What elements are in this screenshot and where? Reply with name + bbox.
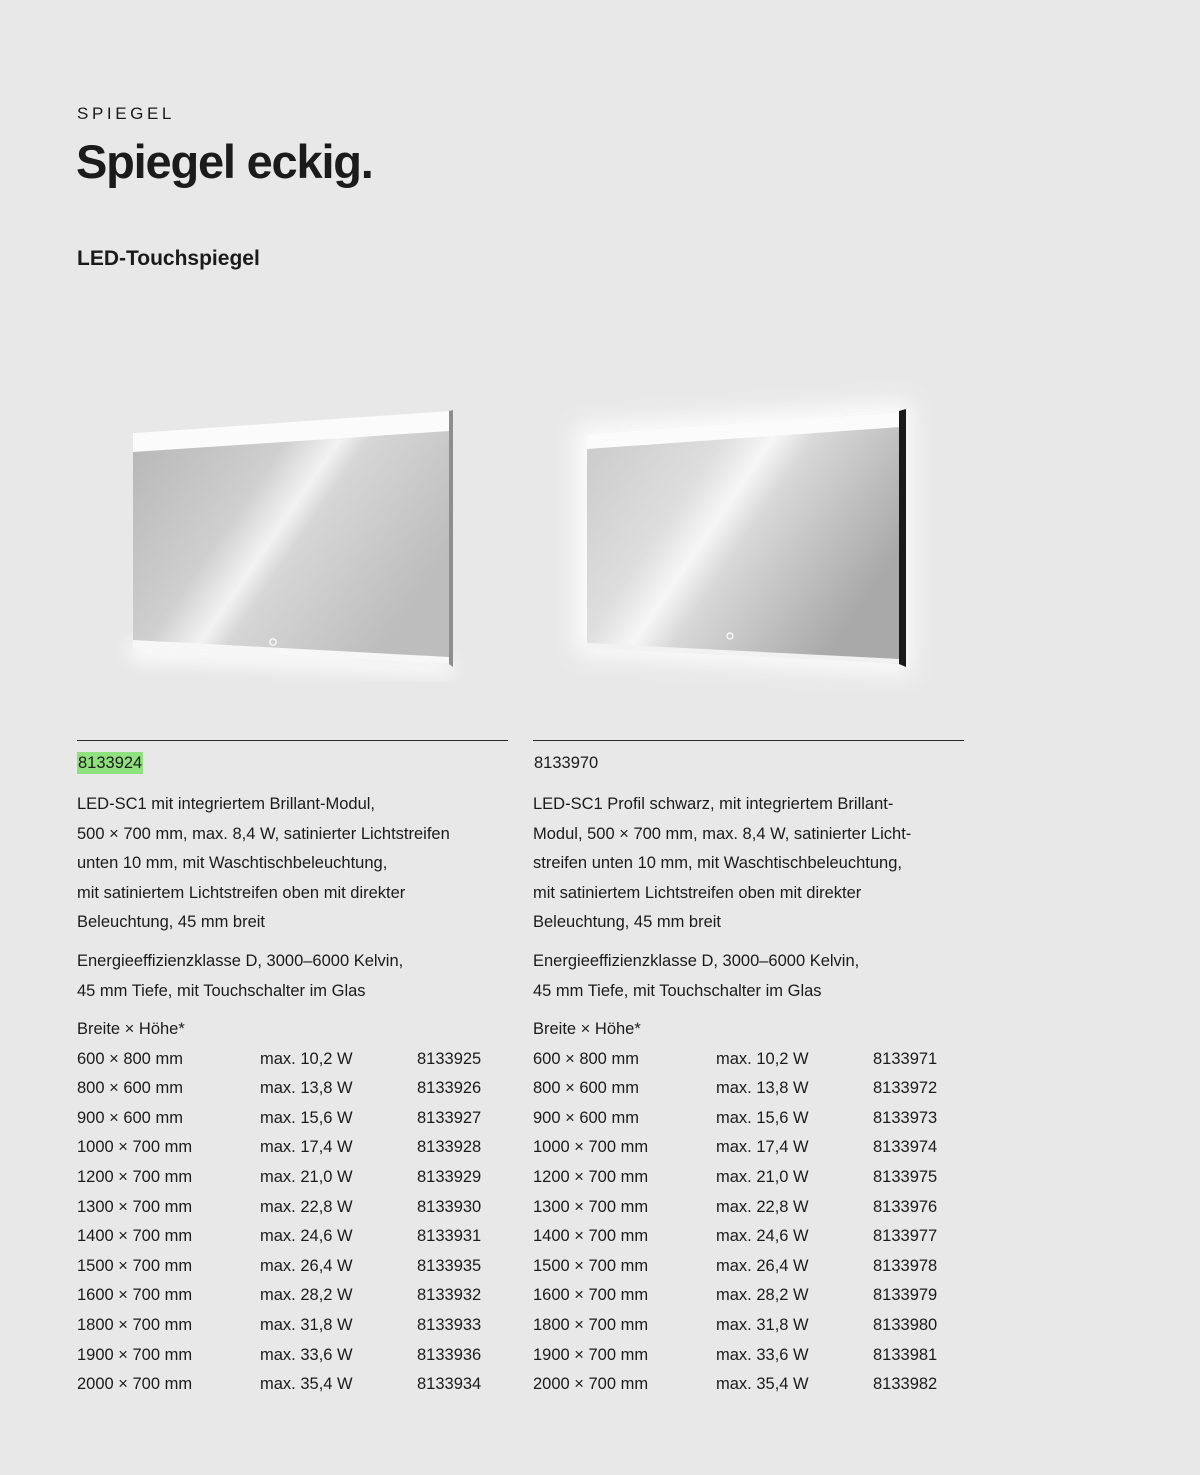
size-cell: 900 × 600 mm <box>77 1108 183 1127</box>
article-cell: 8133975 <box>873 1167 938 1186</box>
size-cell: 600 × 800 mm <box>533 1049 639 1068</box>
power-cell: max. 21,0 W <box>260 1167 353 1186</box>
power-cell: max. 31,8 W <box>716 1315 809 1334</box>
article-cell: 8133981 <box>873 1345 938 1364</box>
divider <box>533 740 964 741</box>
table-row <box>77 1222 509 1252</box>
description-line: mit satiniertem Lichtstreifen oben mit direkter <box>533 883 862 902</box>
article-number: 8133924 <box>78 754 143 772</box>
article-cell: 8133927 <box>417 1108 482 1127</box>
table-row <box>533 1163 965 1193</box>
article-cell: 8133973 <box>873 1108 938 1127</box>
power-cell: max. 28,2 W <box>260 1286 353 1305</box>
size-cell: 1400 × 700 mm <box>533 1227 649 1246</box>
product-description <box>533 790 965 1006</box>
article-cell: 8133974 <box>873 1138 938 1157</box>
size-cell: 1600 × 700 mm <box>533 1286 649 1305</box>
description-line: Modul, 500 × 700 mm, max. 8,4 W, satinierter Licht- <box>533 824 912 843</box>
description-line: mit satiniertem Lichtstreifen oben mit direkter <box>77 883 406 902</box>
divider <box>77 740 508 741</box>
power-cell: max. 26,4 W <box>716 1256 809 1275</box>
article-cell: 8133926 <box>417 1079 482 1098</box>
size-cell: 1500 × 700 mm <box>533 1256 649 1275</box>
table-row <box>77 1311 509 1341</box>
size-table-header: Breite × Höhe* <box>533 1020 641 1038</box>
article-cell: 8133934 <box>417 1375 482 1394</box>
table-row <box>533 1370 965 1400</box>
article-cell: 8133982 <box>873 1375 938 1394</box>
article-cell: 8133977 <box>873 1227 938 1246</box>
description-line: streifen unten 10 mm, mit Waschtischbeleuchtung, <box>533 854 902 872</box>
power-cell: max. 22,8 W <box>260 1197 353 1216</box>
table-row <box>77 1281 509 1311</box>
table-row <box>77 1193 509 1223</box>
article-cell: 8133925 <box>417 1049 482 1068</box>
size-cell: 800 × 600 mm <box>533 1079 639 1098</box>
power-cell: max. 21,0 W <box>716 1167 809 1186</box>
power-cell: max. 17,4 W <box>716 1138 809 1157</box>
power-cell: max. 35,4 W <box>260 1375 353 1394</box>
size-cell: 1600 × 700 mm <box>77 1286 193 1305</box>
power-cell: max. 28,2 W <box>716 1286 809 1305</box>
article-number: 8133970 <box>534 754 599 772</box>
energy-line: 45 mm Tiefe, mit Touchschalter im Glas <box>77 981 366 1000</box>
table-row <box>77 1104 509 1134</box>
power-cell: max. 33,6 W <box>716 1345 809 1364</box>
article-cell: 8133931 <box>417 1227 482 1246</box>
table-row <box>533 1193 965 1223</box>
touch-switch-icon <box>727 633 733 639</box>
article-cell: 8133929 <box>417 1167 482 1186</box>
size-cell: 1400 × 700 mm <box>77 1227 193 1246</box>
power-cell: max. 15,6 W <box>260 1108 353 1127</box>
size-cell: 2000 × 700 mm <box>77 1375 193 1394</box>
size-cell: 1200 × 700 mm <box>533 1167 649 1186</box>
description-line: unten 10 mm, mit Waschtischbeleuchtung, <box>77 854 388 872</box>
power-cell: max. 10,2 W <box>260 1049 353 1068</box>
article-cell: 8133980 <box>873 1315 938 1334</box>
table-row <box>533 1104 965 1134</box>
article-cell: 8133935 <box>417 1256 482 1275</box>
section-kicker: SPIEGEL <box>77 104 175 123</box>
article-cell: 8133930 <box>417 1197 482 1216</box>
size-cell: 1900 × 700 mm <box>77 1345 193 1364</box>
article-cell: 8133979 <box>873 1286 938 1305</box>
description-line: 500 × 700 mm, max. 8,4 W, satinierter Lichtstreifen <box>77 824 450 843</box>
size-cell: 1000 × 700 mm <box>77 1138 193 1157</box>
table-row <box>533 1222 965 1252</box>
power-cell: max. 26,4 W <box>260 1256 353 1275</box>
section-subtitle: LED-Touchspiegel <box>77 247 260 270</box>
power-cell: max. 24,6 W <box>260 1227 353 1246</box>
table-row <box>533 1252 965 1282</box>
size-cell: 1800 × 700 mm <box>533 1315 649 1334</box>
table-row <box>533 1074 965 1104</box>
article-cell: 8133976 <box>873 1197 938 1216</box>
power-cell: max. 33,6 W <box>260 1345 353 1364</box>
description-line: Beleuchtung, 45 mm breit <box>77 913 266 931</box>
table-row <box>533 1341 965 1371</box>
table-row <box>533 1281 965 1311</box>
table-row <box>77 1370 509 1400</box>
table-row <box>77 1341 509 1371</box>
table-row <box>77 1133 509 1163</box>
power-cell: max. 13,8 W <box>716 1079 809 1098</box>
description-line: LED-SC1 Profil schwarz, mit integriertem Brillant- <box>533 795 894 813</box>
mirror-image-silver <box>0 0 600 720</box>
size-table <box>533 1015 965 1400</box>
size-cell: 1000 × 700 mm <box>533 1138 649 1157</box>
table-row <box>533 1133 965 1163</box>
article-cell: 8133971 <box>873 1049 938 1068</box>
description-line: Beleuchtung, 45 mm breit <box>533 913 722 931</box>
size-cell: 1200 × 700 mm <box>77 1167 193 1186</box>
power-cell: max. 22,8 W <box>716 1197 809 1216</box>
power-cell: max. 17,4 W <box>260 1138 353 1157</box>
page-title: Spiegel eckig. <box>76 135 373 188</box>
size-cell: 800 × 600 mm <box>77 1079 183 1098</box>
product-description <box>77 790 509 1006</box>
size-table <box>77 1015 509 1400</box>
size-cell: 1300 × 700 mm <box>77 1197 193 1216</box>
power-cell: max. 10,2 W <box>716 1049 809 1068</box>
article-cell: 8133932 <box>417 1286 482 1305</box>
energy-line: Energieeffizienzklasse D, 3000–6000 Kelvin, <box>533 952 860 970</box>
article-cell: 8133933 <box>417 1315 482 1334</box>
table-row <box>77 1074 509 1104</box>
power-cell: max. 35,4 W <box>716 1375 809 1394</box>
size-cell: 900 × 600 mm <box>533 1108 639 1127</box>
article-cell: 8133928 <box>417 1138 482 1157</box>
table-row <box>77 1163 509 1193</box>
size-cell: 1300 × 700 mm <box>533 1197 649 1216</box>
article-cell: 8133972 <box>873 1079 938 1098</box>
product-column-silver <box>77 740 509 1400</box>
table-row <box>77 1045 509 1075</box>
product-column-black <box>533 740 965 1400</box>
size-cell: 600 × 800 mm <box>77 1049 183 1068</box>
power-cell: max. 31,8 W <box>260 1315 353 1334</box>
article-cell: 8133978 <box>873 1256 938 1275</box>
size-cell: 2000 × 700 mm <box>533 1375 649 1394</box>
size-table-header: Breite × Höhe* <box>77 1020 185 1038</box>
size-cell: 1800 × 700 mm <box>77 1315 193 1334</box>
power-cell: max. 13,8 W <box>260 1079 353 1098</box>
article-cell: 8133936 <box>417 1345 482 1364</box>
power-cell: max. 24,6 W <box>716 1227 809 1246</box>
energy-line: 45 mm Tiefe, mit Touchschalter im Glas <box>533 981 822 1000</box>
table-row <box>77 1252 509 1282</box>
table-row <box>533 1045 965 1075</box>
energy-line: Energieeffizienzklasse D, 3000–6000 Kelvin, <box>77 952 404 970</box>
size-cell: 1900 × 700 mm <box>533 1345 649 1364</box>
description-line: LED-SC1 mit integriertem Brillant-Modul, <box>77 795 376 813</box>
power-cell: max. 15,6 W <box>716 1108 809 1127</box>
table-row <box>533 1311 965 1341</box>
size-cell: 1500 × 700 mm <box>77 1256 193 1275</box>
